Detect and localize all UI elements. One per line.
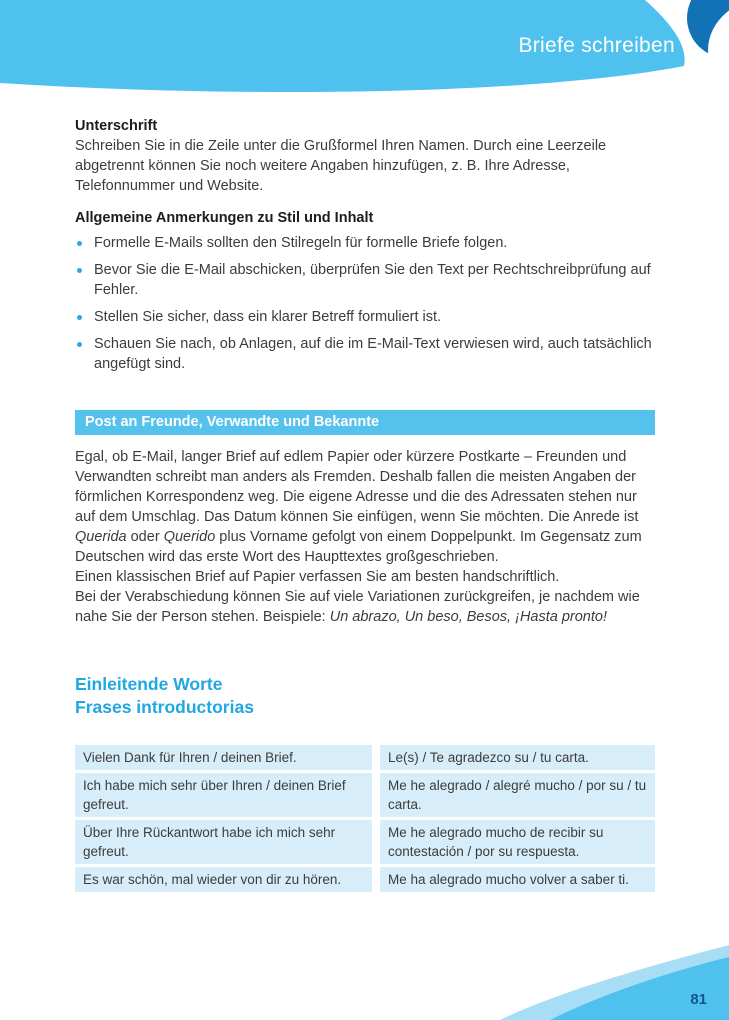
content [75,116,655,892]
list-item [75,334,655,374]
italic-term: Un abrazo, Un beso, Besos, ¡Hasta pronto! [329,609,607,625]
table-cell-de: Vielen Dank für Ihren / deinen Brief. [75,745,372,770]
table-cell-de: Es war schön, mal wieder von dir zu hören. [75,867,372,892]
list-item-text: Schauen Sie nach, ob Anlagen, auf die im E-Mail-Text verwiesen wird, auch tatsächlich angefügt sind. [94,336,652,372]
bullet-icon [77,315,82,320]
table-cell-es: Me ha alegrado mucho volver a saber ti. [380,867,655,892]
page-header-title: Briefe schreiben [518,34,675,57]
table-cell-es: Me he alegrado mucho de recibir su contestación / por su respuesta. [380,820,655,864]
table-cell-es: Me he alegrado / alegré mucho / por su / tu carta. [380,773,655,817]
bullet-icon [77,241,82,246]
bullet-icon [77,342,82,347]
text-segment: Egal, ob E-Mail, langer Brief auf edlem Papier oder kürzere Postkarte – Freunden und Verwandten schreibt man anders als Fremden. Deshalb fallen die meisten Angaben der förmlichen Korrespondenz weg. Die eigene Adresse und die des Adressaten stehen nur auf dem Umschlag. Das Datum können Sie einfügen, wenn Sie möchten. Die Anrede ist [75,449,639,525]
table-cell-de: Über Ihre Rückantwort habe ich mich sehr gefreut. [75,820,372,864]
phrase-table [75,745,655,892]
footer-swoosh [550,957,729,1020]
list-item-text: Bevor Sie die E-Mail abschicken, überprüfen Sie den Text per Rechtschreibprüfung auf Fehler. [94,262,651,298]
heading-einleitende-worte: Einleitende Worte [75,674,223,694]
italic-term: Querido [163,529,216,545]
section-heading-unterschrift: Unterschrift [75,118,158,134]
page-number: 81 [690,991,707,1008]
list-item [75,260,655,300]
text-segment: Bei der Verabschiedung können Sie auf viele Variationen zurückgreifen, je nachdem wie nahe Sie der Person stehen. Beispiele: [75,589,640,625]
paragraph-post-2: Einen klassischen Brief auf Papier verfassen Sie am besten handschriftlich. [75,569,560,585]
list-item-text: Stellen Sie sicher, dass ein klarer Betreff formuliert ist. [94,309,442,325]
text-segment: oder [126,529,164,545]
bullet-icon [77,268,82,273]
table-cell-de: Ich habe mich sehr über Ihren / deinen Brief gefreut. [75,773,372,817]
list-item-text: Formelle E-Mails sollten den Stilregeln für formelle Briefe folgen. [94,235,508,251]
list-item [75,233,655,253]
text-segment: plus Vorname gefolgt von einem Doppelpunkt. Im Gegensatz zum Deutschen wird das erste Wort des Haupttextes großgeschrieben. [75,529,642,565]
section-banner-post: Post an Freunde, Verwandte und Bekannte [75,410,655,435]
section-heading-anmerkungen: Allgemeine Anmerkungen zu Stil und Inhalt [75,210,374,226]
anmerkungen-list [75,233,655,374]
footer-decoration [0,945,729,1020]
paragraph-post-1 [75,447,655,567]
italic-term: Querida [75,529,127,545]
list-item [75,307,655,327]
paragraph-post-3 [75,587,655,627]
heading-frases-introductorias: Frases introductorias [75,697,254,717]
paragraph-unterschrift: Schreiben Sie in die Zeile unter die Grußformel Ihren Namen. Durch eine Leerzeile abgetrennt können Sie noch weitere Angaben hinzufügen, z. B. Ihre Adresse, Telefonnummer und Website. [75,138,607,194]
table-cell-es: Le(s) / Te agradezco su / tu carta. [380,745,655,770]
